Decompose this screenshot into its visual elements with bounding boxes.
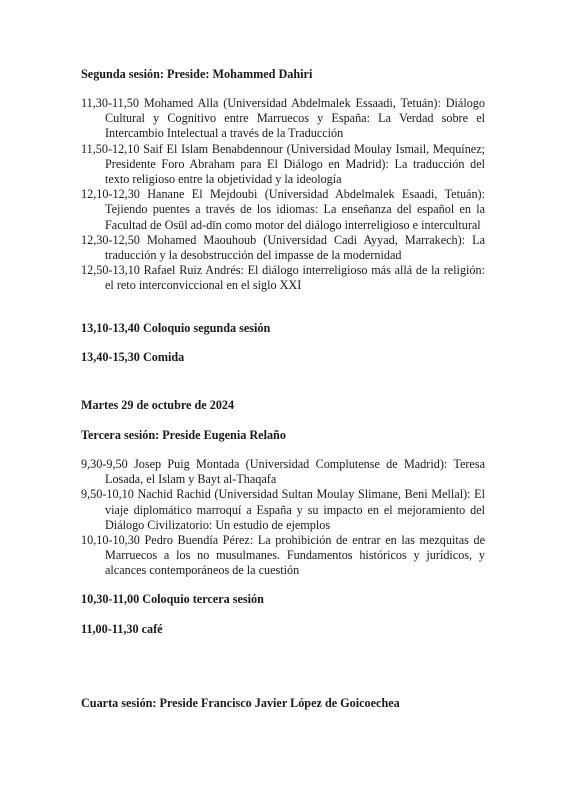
program-entry: 12,10-12,30 Hanane El Mejdoubi (Universidad Abdelmalek Esaadi, Tetuán): Tejiendo puentes a través de los idiomas: La enseñanza del español en la Facultad de Osūl ad-dīn como motor del diálogo interreligioso e intercultural [81,187,485,232]
program-entry: 10,10-10,30 Pedro Buendía Pérez: La prohibición de entrar en las mezquitas de Marruecos a los no musulmanes. Fundamentos históricos y jurídicos, y alcances contemporáneos de la cuestión [81,533,485,578]
session-3-cafe: 11,00-11,30 café [81,622,163,636]
program-entry: 11,30-11,50 Mohamed Alla (Universidad Abdelmalek Essaadi, Tetuán): Diálogo Cultural y Cognitivo entre Marruecos y España: La Verdad sobre el Intercambio Intelectual a través de la Traducción [81,96,485,141]
session-3-program [81,457,485,579]
program-entry: 12,30-12,50 Mohamed Maouhoub (Universidad Cadi Ayyad, Marrakech): La traducción y la desobstrucción del impasse de la modernidad [81,232,485,263]
session-2-comida: 13,40-15,30 Comida [81,350,185,364]
session-2-heading: Segunda sesión: Preside: Mohammed Dahiri [81,67,313,81]
program-entry: 12,50-13,10 Rafael Ruiz Andrés: El diálogo interreligioso más allá de la religión: el reto interconviccional en el siglo XXI [81,263,485,293]
program-entry: 11,50-12,10 Saif El Islam Benabdennour (Universidad Moulay Ismail, Mequínez; Presidente Foro Abraham para El Diálogo en Madrid): La traducción del texto religioso entre la objetividad y la ideología [81,141,485,187]
program-entry: 9,30-9,50 Josep Puig Montada (Universidad Complutense de Madrid): Teresa Losada, el Islam y Bayt al-Thaqafa [81,457,485,487]
session-4-heading: Cuarta sesión: Preside Francisco Javier López de Goicoechea [81,696,400,710]
session-3-coloquio: 10,30-11,00 Coloquio tercera sesión [81,592,264,606]
session-2-program [81,96,485,294]
session-2-coloquio: 13,10-13,40 Coloquio segunda sesión [81,321,271,335]
program-entry: 9,50-10,10 Nachid Rachid (Universidad Sultan Moulay Slimane, Beni Mellal): El viaje diplomático marroquí a España y su impacto en el mejoramiento del Diálogo Civilizatorio: Un estudio de ejemplos [81,487,485,532]
day-heading: Martes 29 de octubre de 2024 [81,398,235,412]
session-3-heading: Tercera sesión: Preside Eugenia Relaño [81,428,286,442]
